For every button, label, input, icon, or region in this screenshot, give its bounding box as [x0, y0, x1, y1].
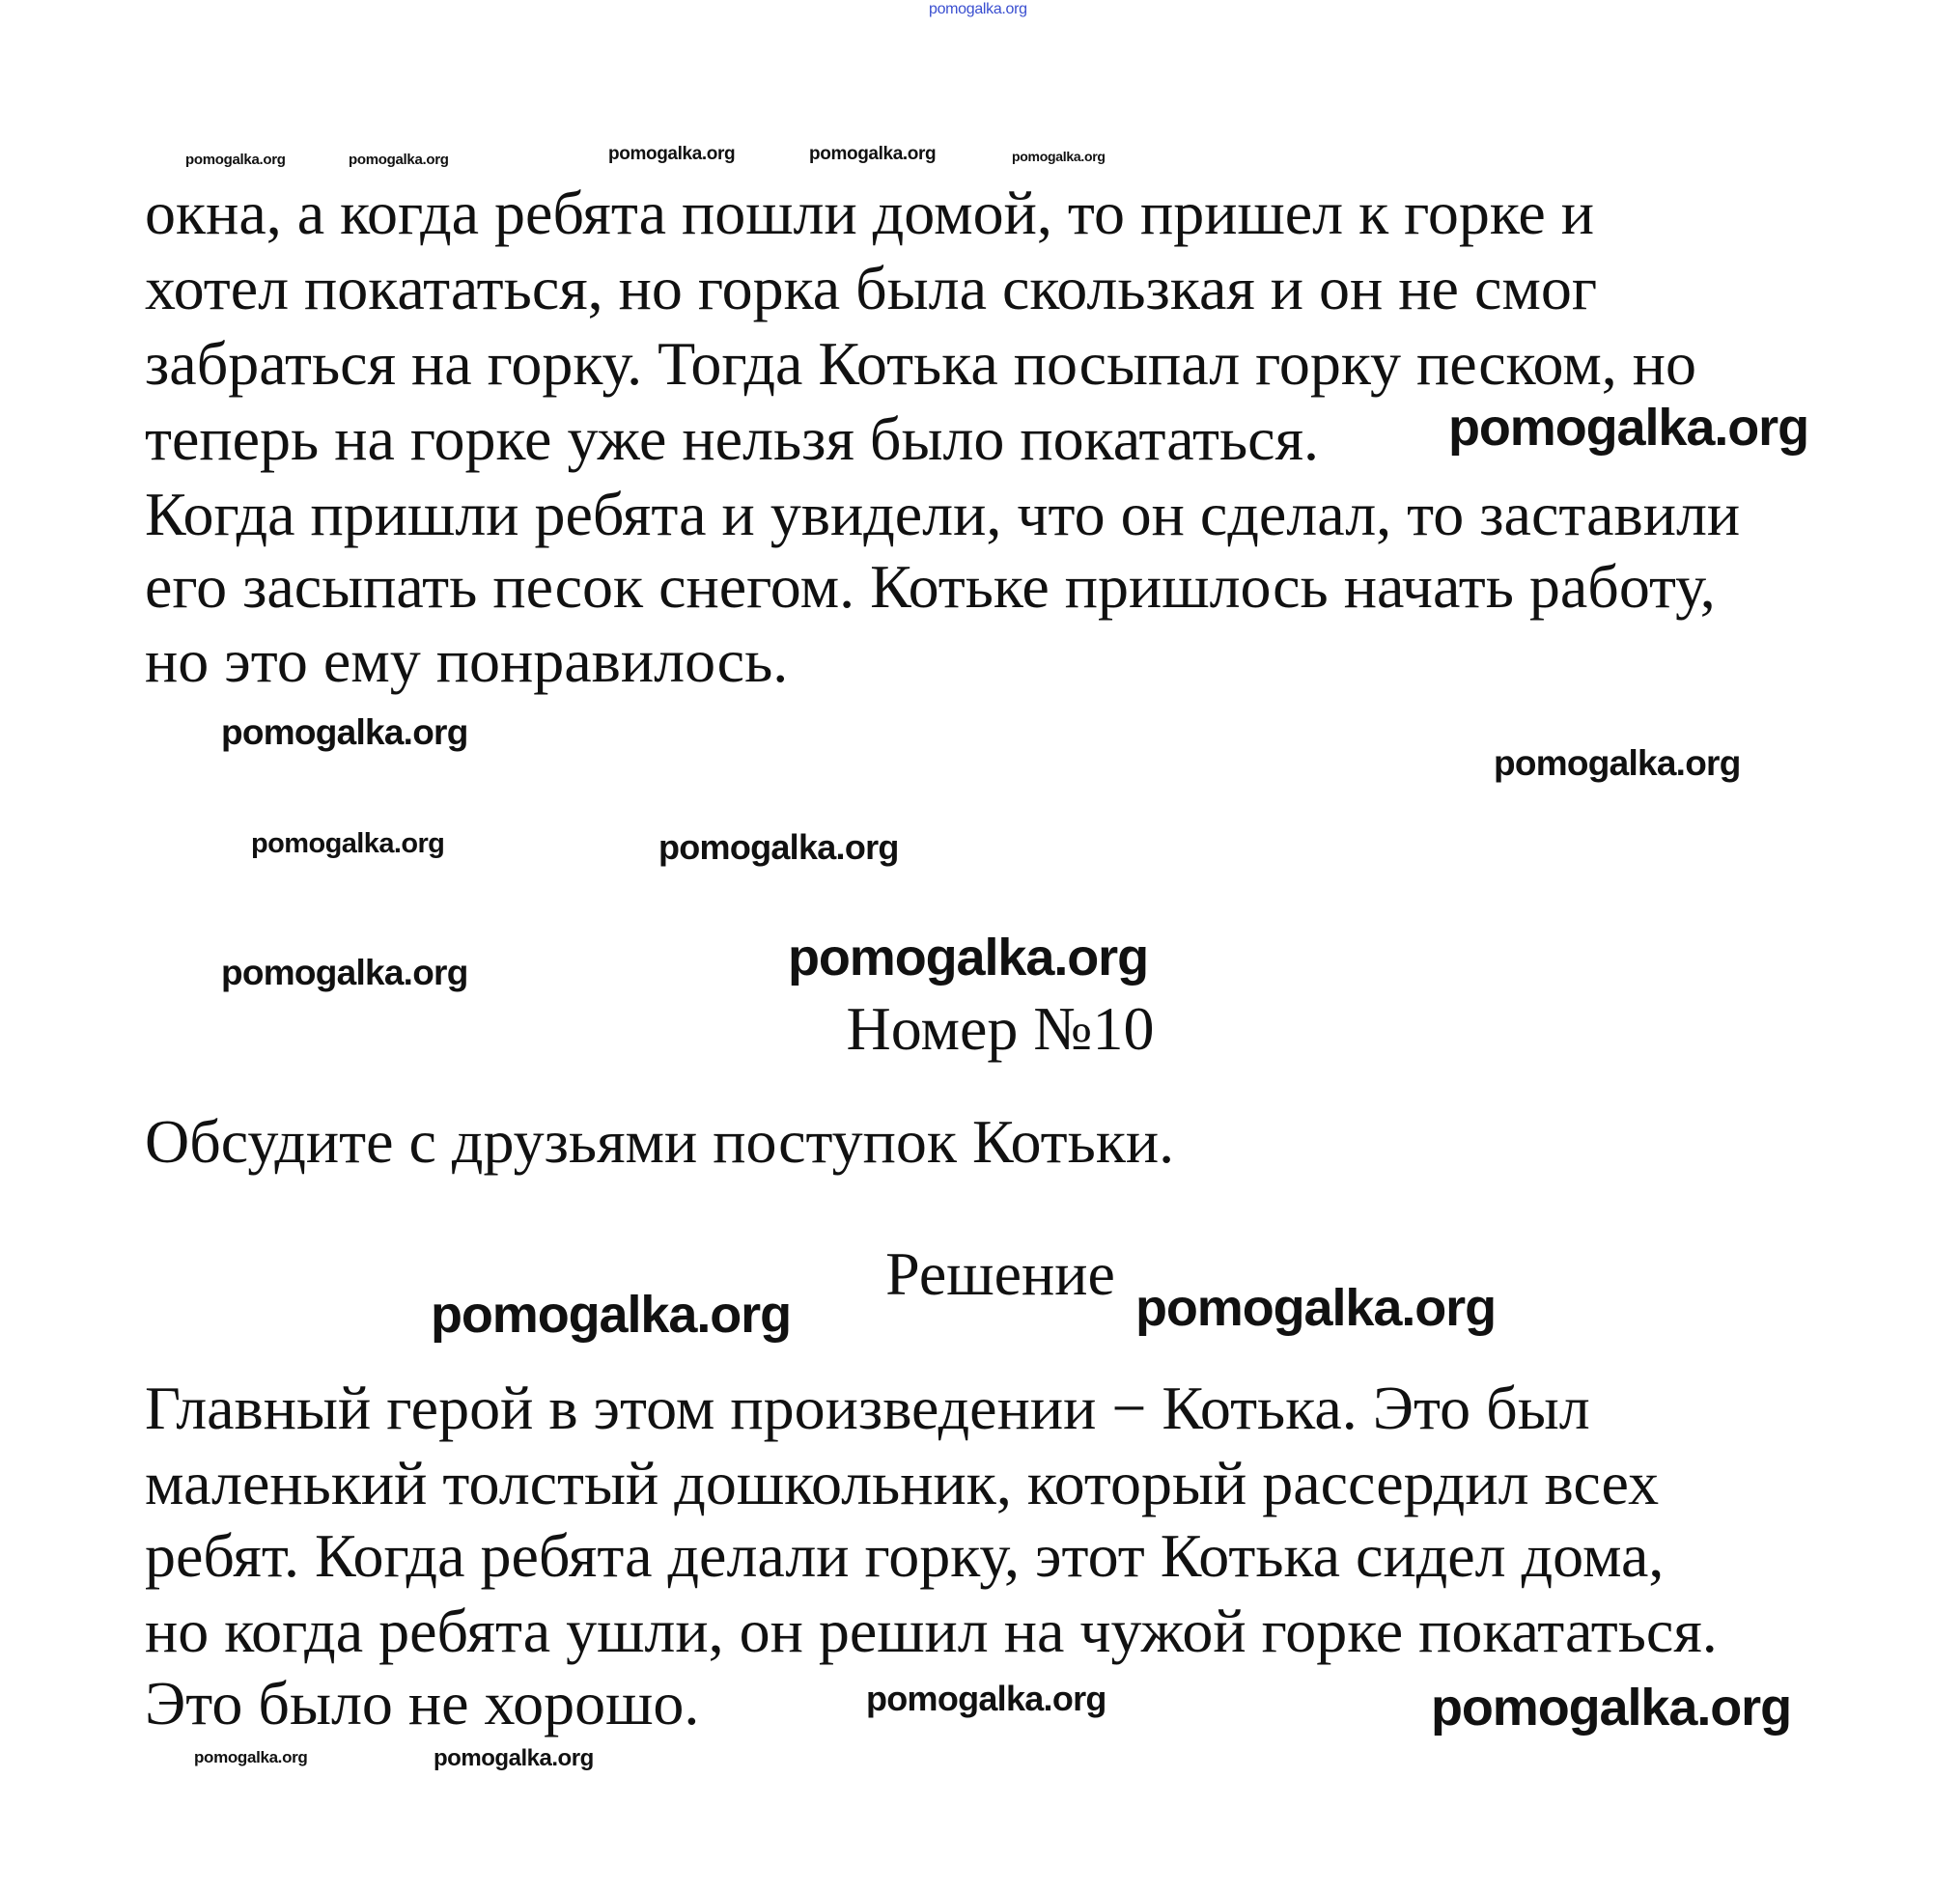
solution-line: Главный герой в этом произведении − Котька. Это был [145, 1374, 1590, 1442]
watermark: pomogalka.org [658, 827, 899, 867]
watermark: pomogalka.org [185, 152, 286, 168]
story-line: забраться на горку. Тогда Котька посыпал горку песком, но [145, 329, 1697, 398]
watermark: pomogalka.org [1135, 1279, 1497, 1337]
solution-line: маленький толстый дошкольник, который рассердил всех [145, 1449, 1660, 1517]
story-line: хотел покататься, но горка была скользкая и он не смог [145, 254, 1598, 322]
watermark: pomogalka.org [788, 929, 1149, 987]
story-line: его засыпать песок снегом. Котьке пришлось начать работу, [145, 552, 1716, 621]
watermark: pomogalka.org [1431, 1679, 1792, 1737]
watermark: pomogalka.org [221, 712, 468, 752]
watermark: pomogalka.org [251, 828, 445, 859]
watermark: pomogalka.org [1494, 743, 1741, 783]
solution-title: Решение [885, 1239, 1115, 1308]
watermark: pomogalka.org [431, 1286, 792, 1344]
watermark: pomogalka.org [866, 1679, 1106, 1718]
watermark: pomogalka.org [809, 144, 937, 164]
watermark: pomogalka.org [434, 1745, 594, 1771]
watermark: pomogalka.org [608, 144, 736, 164]
story-line: но это ему понравилось. [145, 626, 789, 695]
solution-line: но когда ребята ушли, он решил на чужой горке покататься. [145, 1597, 1718, 1665]
watermark: pomogalka.org [1448, 399, 1809, 457]
watermark: pomogalka.org [349, 152, 449, 168]
solution-line: ребят. Когда ребята делали горку, этот Котька сидел дома, [145, 1521, 1665, 1590]
watermark: pomogalka.org [221, 953, 468, 992]
story-line: окна, а когда ребята пошли домой, то пришел к горке и [145, 179, 1594, 247]
watermark: pomogalka.org [194, 1748, 308, 1766]
header-watermark: pomogalka.org [929, 1, 1027, 17]
solution-line: Это было не хорошо. [145, 1669, 700, 1737]
task-question: Обсудите с друзьями поступок Котьки. [145, 1107, 1175, 1176]
story-line: Когда пришли ребята и увидели, что он сделал, то заставили [145, 480, 1741, 548]
story-line: теперь на горке уже нельзя было покататься. [145, 404, 1319, 473]
task-title: Номер №10 [846, 994, 1155, 1063]
watermark: pomogalka.org [1012, 149, 1106, 164]
